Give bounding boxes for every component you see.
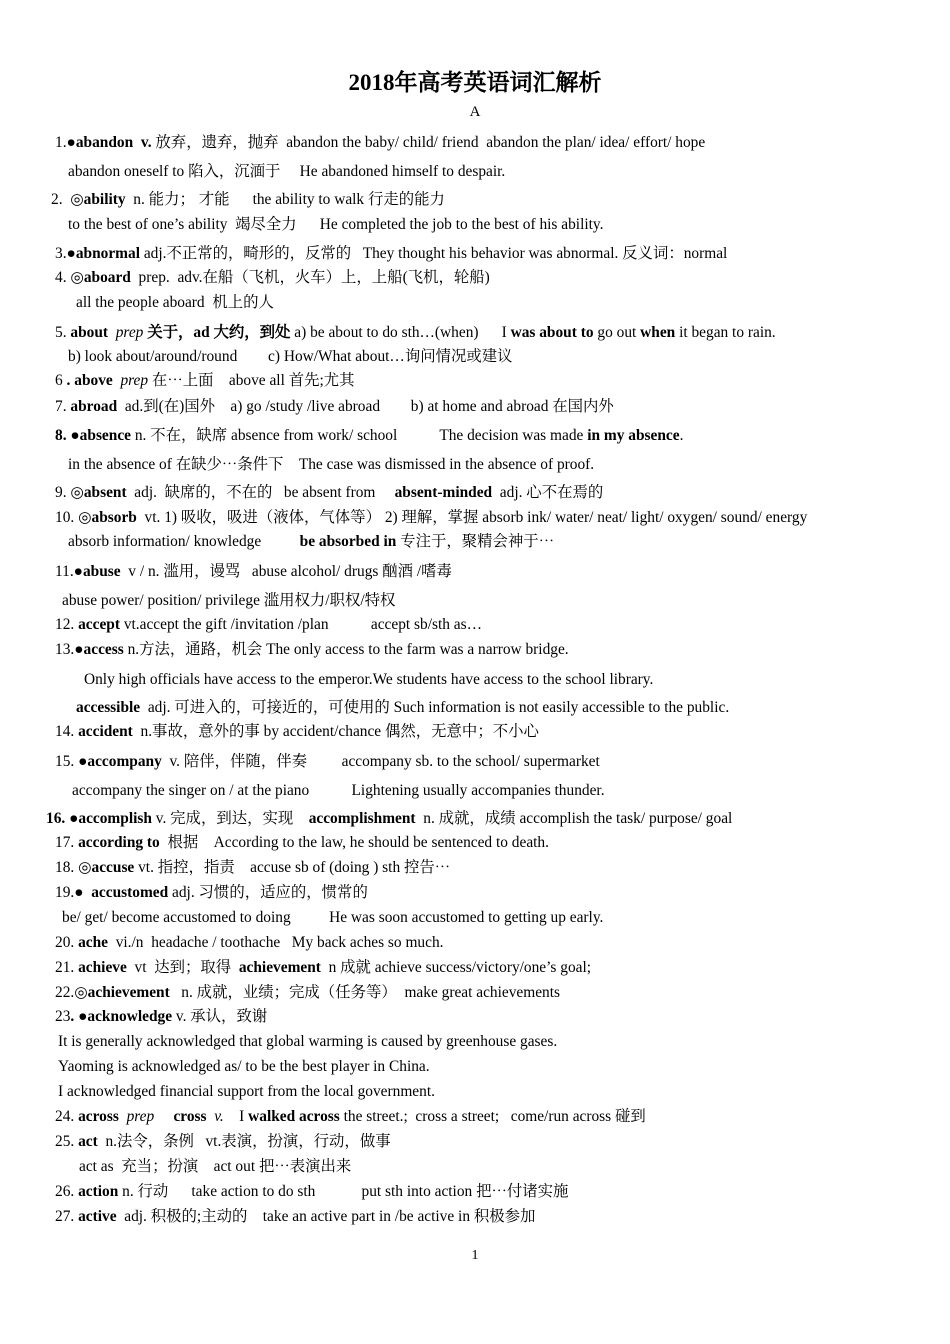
- entry-text: according to: [78, 834, 160, 851]
- entry-text: action: [78, 1183, 119, 1200]
- page-title: 2018年高考英语词汇解析: [348, 70, 602, 95]
- entry-text: 10.: [55, 509, 79, 526]
- entry-text: abroad: [70, 398, 118, 415]
- entry-text: ◎achievement: [74, 984, 170, 1001]
- entry-text: achieve: [78, 959, 127, 976]
- entry-line: [55, 722, 539, 742]
- entry-text: .: [679, 427, 684, 444]
- entry-text: active: [78, 1208, 117, 1225]
- entry-text: ●abnormal: [66, 245, 140, 262]
- entry-text: n. 成就，业绩；完成（任务等） make great achievements: [169, 984, 560, 1001]
- entry-text: abandon oneself to 陷入，沉湎于 He abandoned himself to despair.: [68, 163, 506, 180]
- entry-text: ◎ability: [70, 191, 126, 208]
- entry-text: achievement: [238, 959, 321, 976]
- entry-line: [55, 752, 600, 772]
- entry-text: absorb information/ knowledge: [68, 533, 300, 550]
- entry-line: [68, 215, 603, 235]
- entry-text: n. 不在，缺席 absence from work/ school The decision was made: [130, 427, 588, 444]
- entry-text: vt. 1) 吸收，吸进（液体，气体等） 2) 理解，掌握 absorb ink/ water/ neat/ light/ oxygen/ sound/ energy: [136, 509, 808, 526]
- entry-text: vt 达到；取得: [126, 959, 239, 976]
- entry-line: [76, 698, 729, 718]
- entry-line: [55, 371, 355, 391]
- entry-text: ● accustomed: [74, 884, 169, 901]
- entry-text: ◎absent: [70, 484, 127, 501]
- entry-line: [55, 1132, 391, 1152]
- entry-text: prep: [120, 372, 149, 389]
- entry-text: ◎accuse: [78, 859, 135, 876]
- entry-line: [55, 640, 569, 660]
- entry-text: 4.: [55, 269, 71, 286]
- entry-text: abuse power/ position/ privilege 滥用权力/职权/特权: [62, 592, 396, 609]
- entry-text: act as 充当；扮演 act out 把⋯表演出来: [79, 1158, 352, 1175]
- entry-text: when: [640, 324, 676, 341]
- entry-text: ad.到(在)国外 a) go /study /live abroad b) at home and abroad 在国内外: [117, 398, 614, 415]
- entry-text: vt. 指控，指责 accuse sb of (doing ) sth 控告⋯: [134, 859, 451, 876]
- entry-line: [55, 1182, 568, 1202]
- entry-text: walked across: [248, 1108, 340, 1125]
- entry-line: [76, 293, 274, 313]
- entry-text: all the people aboard 机上的人: [76, 294, 274, 311]
- entry-text: n. 行动 take action to do sth put sth into action 把⋯付诸实施: [118, 1183, 569, 1200]
- entry-line: [55, 933, 444, 953]
- entry-text: 18.: [55, 859, 79, 876]
- entry-text: 17.: [55, 834, 79, 851]
- entry-text: Only high officials have access to the emperor.We students have access to the school library.: [84, 671, 654, 688]
- entry-text: v. 承认，致谢: [172, 1008, 268, 1025]
- entry-text: accompany the singer on / at the piano Lightening usually accompanies thunder.: [72, 782, 605, 799]
- entry-text: 12.: [55, 616, 79, 633]
- entry-text: adj.不正常的，畸形的，反常的 They thought his behavior was abnormal. 反义词：normal: [139, 245, 728, 262]
- entry-text: 19.: [55, 884, 75, 901]
- entry-line: [68, 162, 505, 182]
- entry-text: be/ get/ become accustomed to doing He was soon accustomed to getting up early.: [62, 909, 604, 926]
- entry-text: 25.: [55, 1133, 79, 1150]
- entry-text: ●access: [74, 641, 124, 658]
- entry-text: b) look about/around/round c) How/What about…询问情况或建议: [68, 348, 513, 365]
- entry-text: adj. 习惯的，适应的，惯常的: [168, 884, 368, 901]
- entry-line: [58, 1032, 557, 1052]
- entry-line: [62, 908, 603, 928]
- entry-line: [55, 958, 591, 978]
- entry-line: [46, 809, 732, 829]
- entry-text: 关于，ad 大约，到处: [143, 324, 291, 341]
- entry-text: it began to rain.: [675, 324, 776, 341]
- entry-text: prep: [115, 324, 144, 341]
- entry-line: [55, 1107, 646, 1127]
- entry-line: [62, 591, 395, 611]
- entry-text: 26.: [55, 1183, 79, 1200]
- entry-text: [119, 1108, 127, 1125]
- entry-text: the street.; cross a street; come/run across 碰到: [339, 1108, 646, 1125]
- entry-text: [108, 324, 116, 341]
- entry-text: 27.: [55, 1208, 79, 1225]
- entry-line: [55, 883, 368, 903]
- entry-text: prep: [126, 1108, 155, 1125]
- entry-text: accident: [78, 723, 133, 740]
- entry-line: [55, 615, 482, 635]
- entry-text: to the best of one’s ability 竭尽全力 He completed the job to the best of his ability.: [68, 216, 604, 233]
- entry-line: [55, 244, 727, 264]
- entry-text: ●abuse: [73, 563, 121, 580]
- section-letter: A: [469, 104, 481, 120]
- entry-text: n.事故，意外的事 by accident/chance 偶然，无意中；不小心: [132, 723, 539, 740]
- entry-text: It is generally acknowledged that global warming is caused by greenhouse gases.: [58, 1033, 558, 1050]
- entry-text: adj. 缺席的，不在的 be absent from: [126, 484, 395, 501]
- entry-text: cross: [173, 1108, 207, 1125]
- entry-text: vt.accept the gift /invitation /plan accept sb/sth as…: [119, 616, 482, 633]
- entry-line: [55, 833, 549, 853]
- entry-text: 24.: [55, 1108, 79, 1125]
- entry-text: 21.: [55, 959, 79, 976]
- entry-text: I: [223, 1108, 249, 1125]
- entry-text: 20.: [55, 934, 79, 951]
- entry-line: [55, 1007, 267, 1027]
- entry-text: in my absence: [587, 427, 680, 444]
- entry-text: prep. adv.在船（飞机，火车）上，上船(飞机，轮船): [130, 269, 490, 286]
- entry-text: 8. ●absence: [55, 427, 131, 444]
- entry-line: [58, 1057, 430, 1077]
- entry-text: 7.: [55, 398, 71, 415]
- entry-line: [55, 508, 807, 528]
- entry-text: in the absence of 在缺少⋯条件下 The case was dismissed in the absence of proof.: [68, 456, 595, 473]
- entry-text: 5.: [55, 324, 71, 341]
- entry-text: 专注于，聚精会神于⋯: [396, 533, 555, 550]
- entry-text: n 成就 achieve success/victory/one’s goal;: [320, 959, 592, 976]
- entry-line: [55, 858, 450, 878]
- entry-text: about: [70, 324, 109, 341]
- entry-text: accessible: [76, 699, 141, 716]
- entry-text: . ●acknowledge: [70, 1008, 173, 1025]
- entry-text: v. 陪伴，伴随，伴奏 accompany sb. to the school/ supermarket: [161, 753, 600, 770]
- entry-line: [68, 347, 513, 367]
- entry-line: [55, 397, 614, 417]
- entry-text: n.法令，条例 vt.表演，扮演，行动，做事: [97, 1133, 391, 1150]
- entry-line: [68, 532, 554, 552]
- entry-text: 14.: [55, 723, 79, 740]
- entry-text: accomplishment: [308, 810, 416, 827]
- entry-text: ◎absorb: [78, 509, 137, 526]
- entry-text: across: [78, 1108, 119, 1125]
- entry-text: 23: [55, 1008, 71, 1025]
- entry-text: a) be about to do sth…(when) I: [290, 324, 511, 341]
- entry-text: v.: [214, 1108, 224, 1125]
- entry-text: n.方法，通路，机会 The only access to the farm was a narrow bridge.: [123, 641, 569, 658]
- entry-line: [58, 1082, 435, 1102]
- entry-text: 13.: [55, 641, 75, 658]
- entry-text: 在⋯上面 above all 首先;尤其: [148, 372, 355, 389]
- entry-text: ●accompany: [78, 753, 162, 770]
- entry-text: n. 能力； 才能 the ability to walk 行走的能力: [125, 191, 445, 208]
- entry-text: ●abandon v.: [66, 134, 152, 151]
- entry-text: n. 成就，成绩 accomplish the task/ purpose/ goal: [415, 810, 733, 827]
- entry-text: go out: [593, 324, 641, 341]
- entry-text: be absorbed in: [299, 533, 397, 550]
- entry-text: . above: [66, 372, 113, 389]
- entry-text: 3.: [55, 245, 67, 262]
- entry-text: adj. 积极的;主动的 take an active part in /be active in 积极参加: [116, 1208, 536, 1225]
- entry-line: [55, 323, 776, 343]
- entry-line: [55, 1207, 535, 1227]
- entry-text: adj. 可进入的，可接近的，可使用的 Such information is not easily accessible to the public.: [140, 699, 730, 716]
- entry-text: 15.: [55, 753, 79, 770]
- entry-text: 6: [55, 372, 67, 389]
- entry-text: I acknowledged financial support from the local government.: [58, 1083, 435, 1100]
- entry-text: 11.: [55, 563, 74, 580]
- entry-text: vi./n headache / toothache My back aches so much.: [108, 934, 444, 951]
- entry-line: [55, 426, 683, 446]
- entry-text: ache: [78, 934, 109, 951]
- entry-line: [68, 455, 594, 475]
- entry-text: adj. 心不在焉的: [492, 484, 604, 501]
- entry-text: 16. ●accomplish: [46, 810, 152, 827]
- entry-text: 根据 According to the law, he should be sentenced to death.: [159, 834, 549, 851]
- entry-line: [55, 983, 560, 1003]
- entry-text: [154, 1108, 173, 1125]
- entry-text: 22.: [55, 984, 75, 1001]
- entry-text: ◎aboard: [70, 269, 131, 286]
- entry-line: [55, 268, 490, 288]
- entry-text: v. 完成，到达，实现: [151, 810, 309, 827]
- entry-text: accept: [78, 616, 120, 633]
- entry-text: 2.: [51, 191, 71, 208]
- entry-text: absent-minded: [394, 484, 493, 501]
- entry-line: [55, 562, 452, 582]
- entry-text: 1.: [55, 134, 67, 151]
- entry-line: [72, 781, 605, 801]
- entry-line: [55, 483, 603, 503]
- entry-text: act: [78, 1133, 98, 1150]
- entry-text: Yaoming is acknowledged as/ to be the best player in China.: [58, 1058, 430, 1075]
- entry-text: v / n. 滥用，谩骂 abuse alcohol/ drugs 酗酒 /嗜毒: [120, 563, 452, 580]
- entry-text: 放弃，遗弃，抛弃 abandon the baby/ child/ friend abandon the plan/ idea/ effort/ hope: [151, 134, 706, 151]
- entry-text: 9.: [55, 484, 71, 501]
- entry-line: [51, 190, 445, 210]
- page-number: 1: [471, 1248, 479, 1263]
- entry-line: [55, 133, 705, 153]
- entry-line: [84, 670, 653, 690]
- entry-text: was about to: [510, 324, 594, 341]
- entry-line: [79, 1157, 351, 1177]
